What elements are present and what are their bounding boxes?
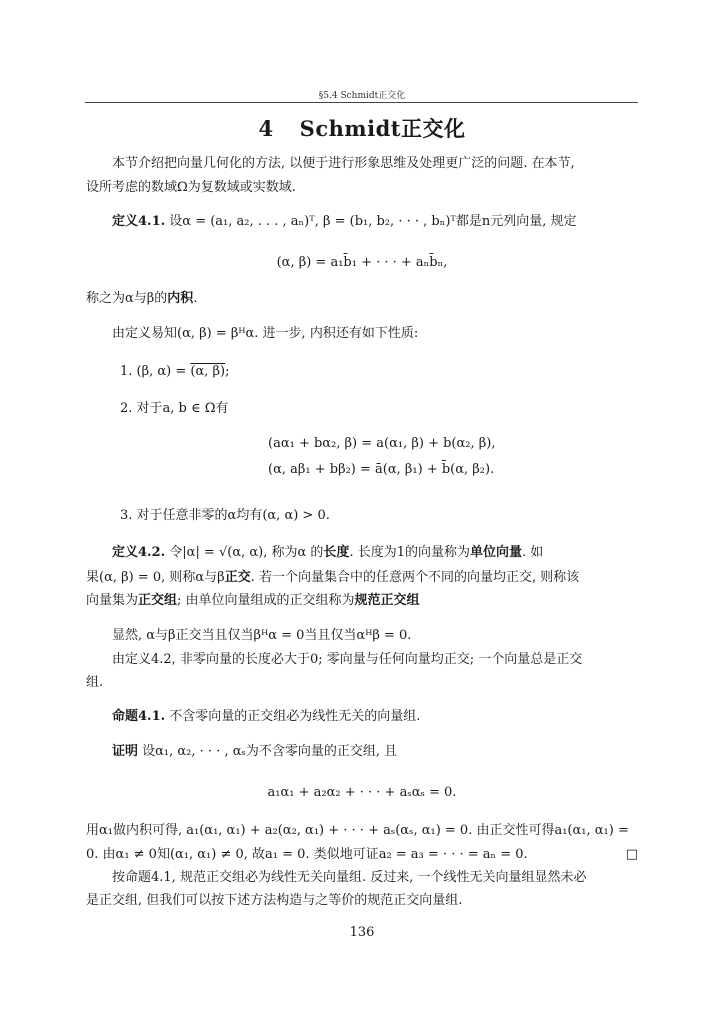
remark-2-line-2: 组.: [86, 675, 104, 690]
qed-symbol: □: [625, 847, 638, 862]
conjugate-term: (α, β): [190, 364, 226, 379]
property-item-1: [86, 360, 672, 384]
proof-line-2: [86, 843, 638, 867]
intro-line-1: 本节介绍把向量几何化的方法, 以便于进行形象思维及处理更广泛的问题. 在本节,: [112, 156, 575, 171]
linearity-eq-2: (α, aβ₁ + bβ₂) = ā(α, β₁) + b̄(α, β₂).: [268, 462, 495, 477]
proof-line-1: 用α₁做内积可得, a₁(α₁, α₁) + a₂(α₂, α₁) + · · · + aₛ(αₛ, α₁) = 0. 由正交性可得a₁(α₁, α₁) =: [86, 823, 629, 838]
item-end: ;: [225, 364, 230, 379]
remark-1: 显然, α与β正交当且仅当βᴴα = 0当且仅当αᴴβ = 0.: [112, 628, 412, 643]
definition-4-1-conclusion: [86, 287, 638, 311]
inner-product-formula: (α, β) = a₁b̄₁ + · · · + aₙb̄ₙ,: [276, 255, 448, 270]
definition-4-2-line-2: [86, 566, 638, 590]
property-item-2: [86, 397, 672, 421]
term-orthogonal-set: 正交组: [138, 593, 178, 608]
item-number: 1.: [120, 364, 133, 379]
conclusion-period: .: [193, 291, 198, 306]
definition-text: 果(α, β) = 0, 则称α与β: [86, 570, 225, 585]
properties-intro: 由定义易知(α, β) = βᴴα. 进一步, 内积还有如下性质:: [112, 326, 419, 341]
closing-line-1: 按命题4.1, 规范正交组必为线性无关向量组. 反过来, 一个线性无关向量组显然未必: [112, 870, 587, 885]
definition-text: 向量集为: [86, 593, 139, 608]
term-inner-product: 内积: [167, 291, 194, 306]
item-text: 对于任意非零的α均有(α, α) > 0.: [136, 508, 330, 523]
section-number: 4: [258, 116, 274, 141]
proposition-label: 命题4.1.: [112, 709, 166, 724]
definition-4-2-line-3: [86, 589, 638, 613]
item-text: 对于a, b ∈ Ω有: [136, 401, 229, 416]
term-length: 长度: [323, 545, 350, 560]
page-number: 136: [349, 925, 375, 940]
proposition-text: 不含零向量的正交组必为线性无关的向量组.: [165, 709, 421, 724]
definition-text: ; 由单位向量组成的正交组称为: [177, 593, 355, 608]
item-text: (β, α) =: [136, 364, 191, 379]
definition-label: 定义4.2.: [112, 545, 166, 560]
proof-text: 0. 由α₁ ≠ 0知(α₁, α₁) ≠ 0, 故a₁ = 0. 类似地可证a₂ = a₃ = · · · = aₙ = 0.: [86, 847, 528, 862]
proof-start: [86, 740, 638, 764]
term-orthogonal: 正交: [224, 570, 251, 585]
proof-text: 设α₁, α₂, · · · , αₛ为不含零向量的正交组, 且: [138, 744, 398, 759]
item-number: 2.: [120, 401, 133, 416]
definition-text: . 如: [522, 545, 544, 560]
definition-4-2-line-1: [86, 541, 638, 565]
definition-label: 定义4.1.: [112, 214, 166, 229]
proof-label: 证明: [112, 744, 139, 759]
section-title-text: Schmidt正交化: [299, 116, 466, 141]
intro-line-2: 设所考虑的数域Ω为复数域或实数域.: [86, 180, 296, 195]
linear-combination-formula: a₁α₁ + a₂α₂ + · · · + aₛαₛ = 0.: [267, 785, 457, 800]
closing-line-2: 是正交组, 但我们可以按下述方法构造与之等价的规范正交向量组.: [86, 893, 463, 908]
definition-text: 令|α| = √(α, α), 称为α 的: [165, 545, 324, 560]
definition-text: 设α = (a₁, a₂, . . . , aₙ)ᵀ, β = (b₁, b₂, · · · , bₙ)ᵀ都是n元列向量, 规定: [165, 214, 577, 229]
header-rule: [85, 102, 638, 103]
term-orthonormal-set: 规范正交组: [354, 593, 420, 608]
property-item-3: [86, 504, 672, 528]
running-head: §5.4 Schmidt正交化: [318, 91, 406, 101]
remark-2-line-1: 由定义4.2, 非零向量的长度必大于0; 零向量与任何向量均正交; 一个向量总是正交: [112, 652, 583, 667]
definition-text: . 长度为1的向量称为: [349, 545, 470, 560]
section-title: [0, 113, 724, 143]
linearity-eq-1: (aα₁ + bα₂, β) = a(α₁, β) + b(α₂, β),: [268, 436, 496, 451]
definition-text: . 若一个向量集合中的任意两个不同的向量均正交, 则称该: [250, 570, 580, 585]
definition-4-1: [86, 210, 638, 234]
term-unit-vector: 单位向量: [469, 545, 522, 560]
proposition-4-1: [86, 705, 638, 729]
item-number: 3.: [120, 508, 133, 523]
conclusion-text: 称之为α与β的: [86, 291, 168, 306]
